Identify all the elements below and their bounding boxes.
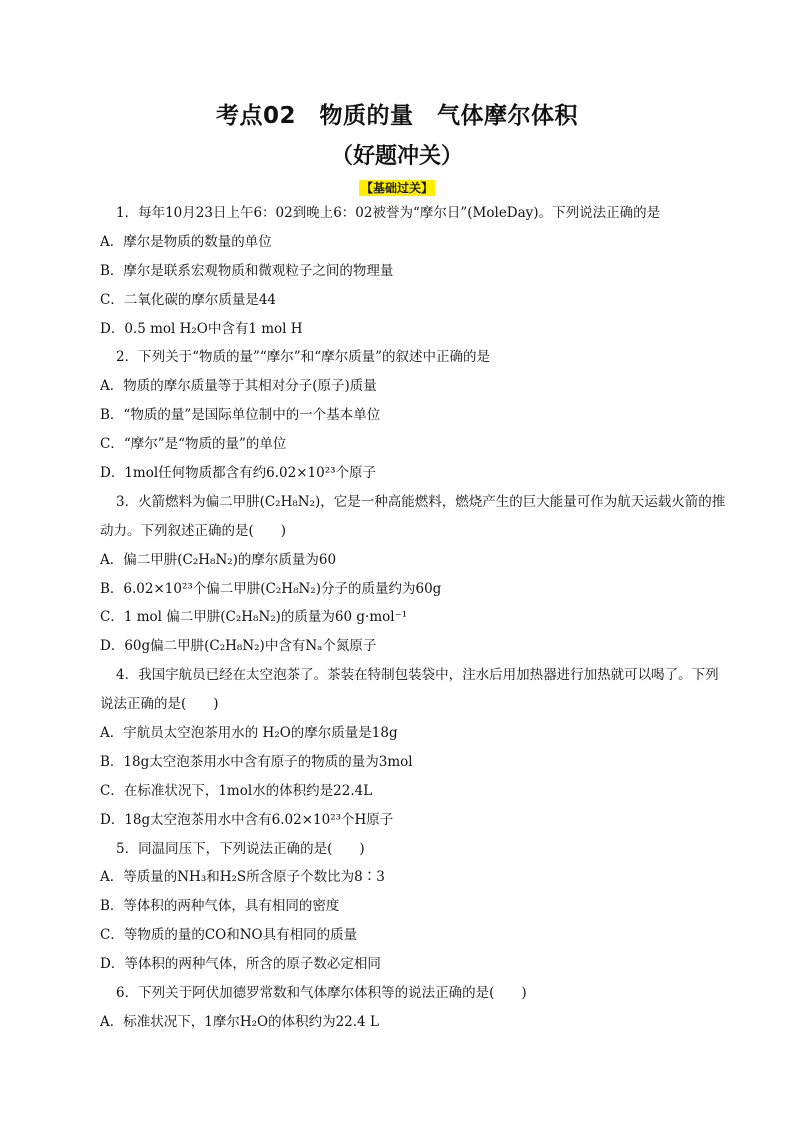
page-title: 考点02 物质的量 气体摩尔体积	[215, 103, 578, 129]
answer-option: C．“摩尔”是“物质的量”的单位	[100, 436, 287, 453]
answer-option: D．等体积的两种气体，所含的原子数必定相同	[100, 956, 381, 973]
answer-option: A．摩尔是物质的数量的单位	[100, 233, 272, 250]
answer-option: B．等体积的两种气体，具有相同的密度	[100, 898, 340, 915]
answer-option: D．1mol任何物质都含有约6.02×10²³个原子	[100, 465, 377, 482]
question-stem: 2．下列关于“物质的量”“摩尔”和“摩尔质量”的叙述中正确的是	[116, 349, 490, 366]
question-stem: 5．同温同压下，下列说法正确的是( )	[116, 840, 365, 857]
answer-option: C．1 mol 偏二甲肼(C₂H₈N₂)的质量为60 g·mol⁻¹	[100, 609, 408, 626]
question-stem: 4．我国宇航员已经在太空泡茶了。茶装在特制包装袋中，注水后用加热器进行加热就可以喝了。下列	[116, 667, 719, 684]
section-tag-wrap	[0, 177, 794, 196]
answer-option: D．60g偏二甲肼(C₂H₈N₂)中含有Nₐ个氮原子	[100, 638, 377, 655]
question-stem-continued: 动力。下列叙述正确的是( )	[100, 522, 287, 539]
answer-option: A．物质的摩尔质量等于其相对分子(原子)质量	[100, 378, 377, 395]
question-stem: 6．下列关于阿伏加德罗常数和气体摩尔体积等的说法正确的是( )	[116, 985, 527, 1002]
answer-option: D．18g太空泡茶用水中含有6.02×10²³个H原子	[100, 811, 394, 828]
answer-option: B．18g太空泡茶用水中含有原子的物质的量为3mol	[100, 753, 413, 770]
question-list	[100, 199, 730, 1037]
answer-option: D．0.5 mol H₂O中含有1 mol H	[100, 320, 303, 337]
question-stem: 1．每年10月23日上午6：02到晚上6：02被誉为“摩尔日”(MoleDay)。下列说法正确的是	[116, 205, 661, 221]
question-stem: 3．火箭燃料为偏二甲肼(C₂H₈N₂)，它是一种高能燃料，燃烧产生的巨大能量可作为航天运载火箭的推	[116, 493, 726, 510]
page-subtitle: （好题冲关）	[330, 144, 463, 169]
answer-option: B．6.02×10²³个偏二甲肼(C₂H₈N₂)分子的质量约为60g	[100, 580, 442, 597]
answer-option: B．摩尔是联系宏观物质和微观粒子之间的物理量	[100, 262, 394, 279]
answer-option: A．标准状况下，1摩尔H₂O的体积约为22.4 L	[100, 1013, 379, 1030]
answer-option: C．二氧化碳的摩尔质量是44	[100, 291, 277, 308]
answer-option: A．偏二甲肼(C₂H₈N₂)的摩尔质量为60	[100, 551, 337, 568]
answer-option: C．在标准状况下，1mol水的体积约是22.4L	[100, 782, 373, 799]
question-stem-continued: 说法正确的是( )	[100, 696, 219, 713]
answer-option: C．等物质的量的CO和NO具有相同的质量	[100, 927, 358, 944]
section-tag: 【基础过关】	[360, 181, 433, 195]
answer-option: A．等质量的NH₃和H₂S所含原子个数比为8∶3	[100, 869, 385, 886]
answer-option: B．“物质的量”是国际单位制中的一个基本单位	[100, 407, 381, 424]
answer-option: A．宇航员太空泡茶用水的 H₂O的摩尔质量是18g	[100, 725, 398, 742]
